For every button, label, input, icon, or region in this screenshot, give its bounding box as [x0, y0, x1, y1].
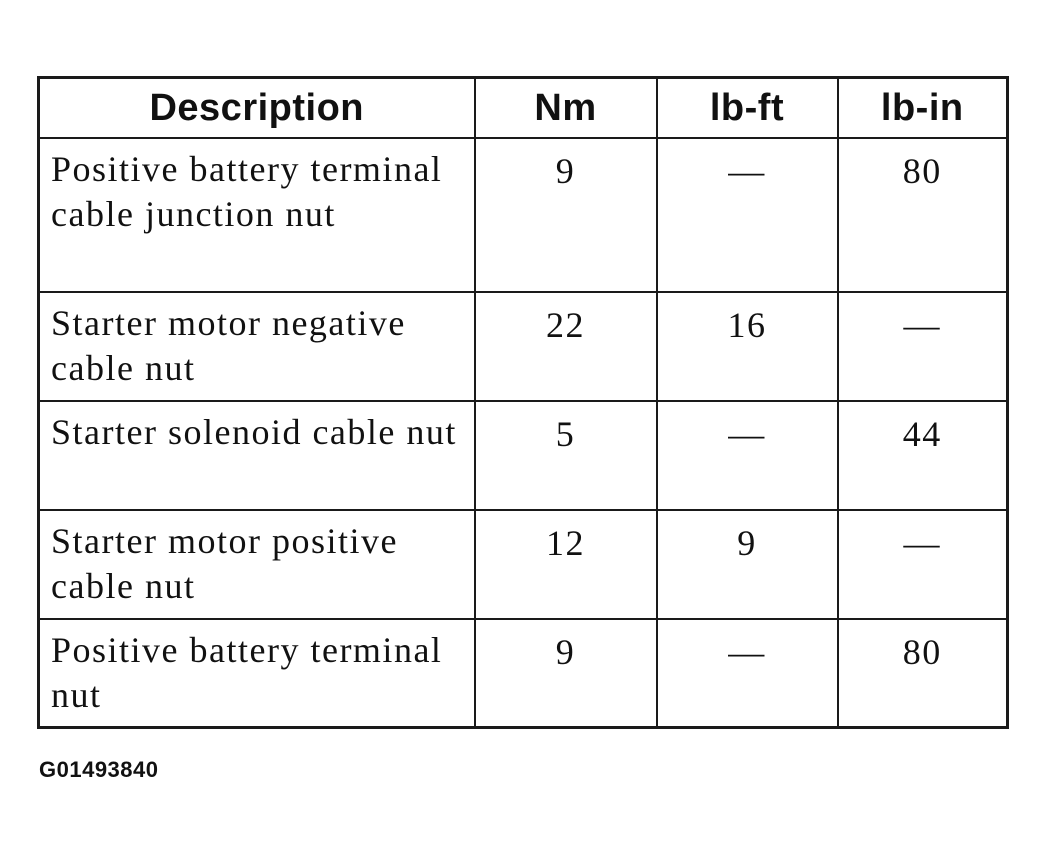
header-description: Description [39, 78, 475, 139]
header-lb-ft: lb-ft [657, 78, 838, 139]
figure-id: G01493840 [39, 757, 159, 782]
cell-nm: 5 [475, 401, 657, 510]
cell-lb-in: 44 [838, 401, 1008, 510]
cell-nm: 9 [475, 619, 657, 727]
table-header-row [39, 78, 1008, 139]
cell-lb-in: 80 [838, 138, 1008, 292]
table-row [39, 510, 1008, 619]
cell-nm: 9 [475, 138, 657, 292]
cell-lb-in: — [838, 510, 1008, 619]
cell-lb-ft: — [657, 138, 838, 292]
table-row [39, 292, 1008, 401]
cell-lb-ft: — [657, 619, 838, 727]
table-row [39, 401, 1008, 510]
cell-description: Starter motor positive cable nut [39, 510, 475, 619]
table-row [39, 138, 1008, 292]
cell-description: Starter solenoid cable nut [39, 401, 475, 510]
header-nm: Nm [475, 78, 657, 139]
cell-nm: 22 [475, 292, 657, 401]
header-lb-in: lb-in [838, 78, 1008, 139]
cell-description: Positive battery terminal cable junction nut [39, 138, 475, 292]
cell-lb-in: — [838, 292, 1008, 401]
torque-spec-table [37, 76, 1009, 729]
cell-lb-ft: 16 [657, 292, 838, 401]
cell-lb-in: 80 [838, 619, 1008, 727]
cell-description: Positive battery terminal nut [39, 619, 475, 727]
cell-nm: 12 [475, 510, 657, 619]
cell-description: Starter motor negative cable nut [39, 292, 475, 401]
cell-lb-ft: 9 [657, 510, 838, 619]
table-row [39, 619, 1008, 727]
cell-lb-ft: — [657, 401, 838, 510]
